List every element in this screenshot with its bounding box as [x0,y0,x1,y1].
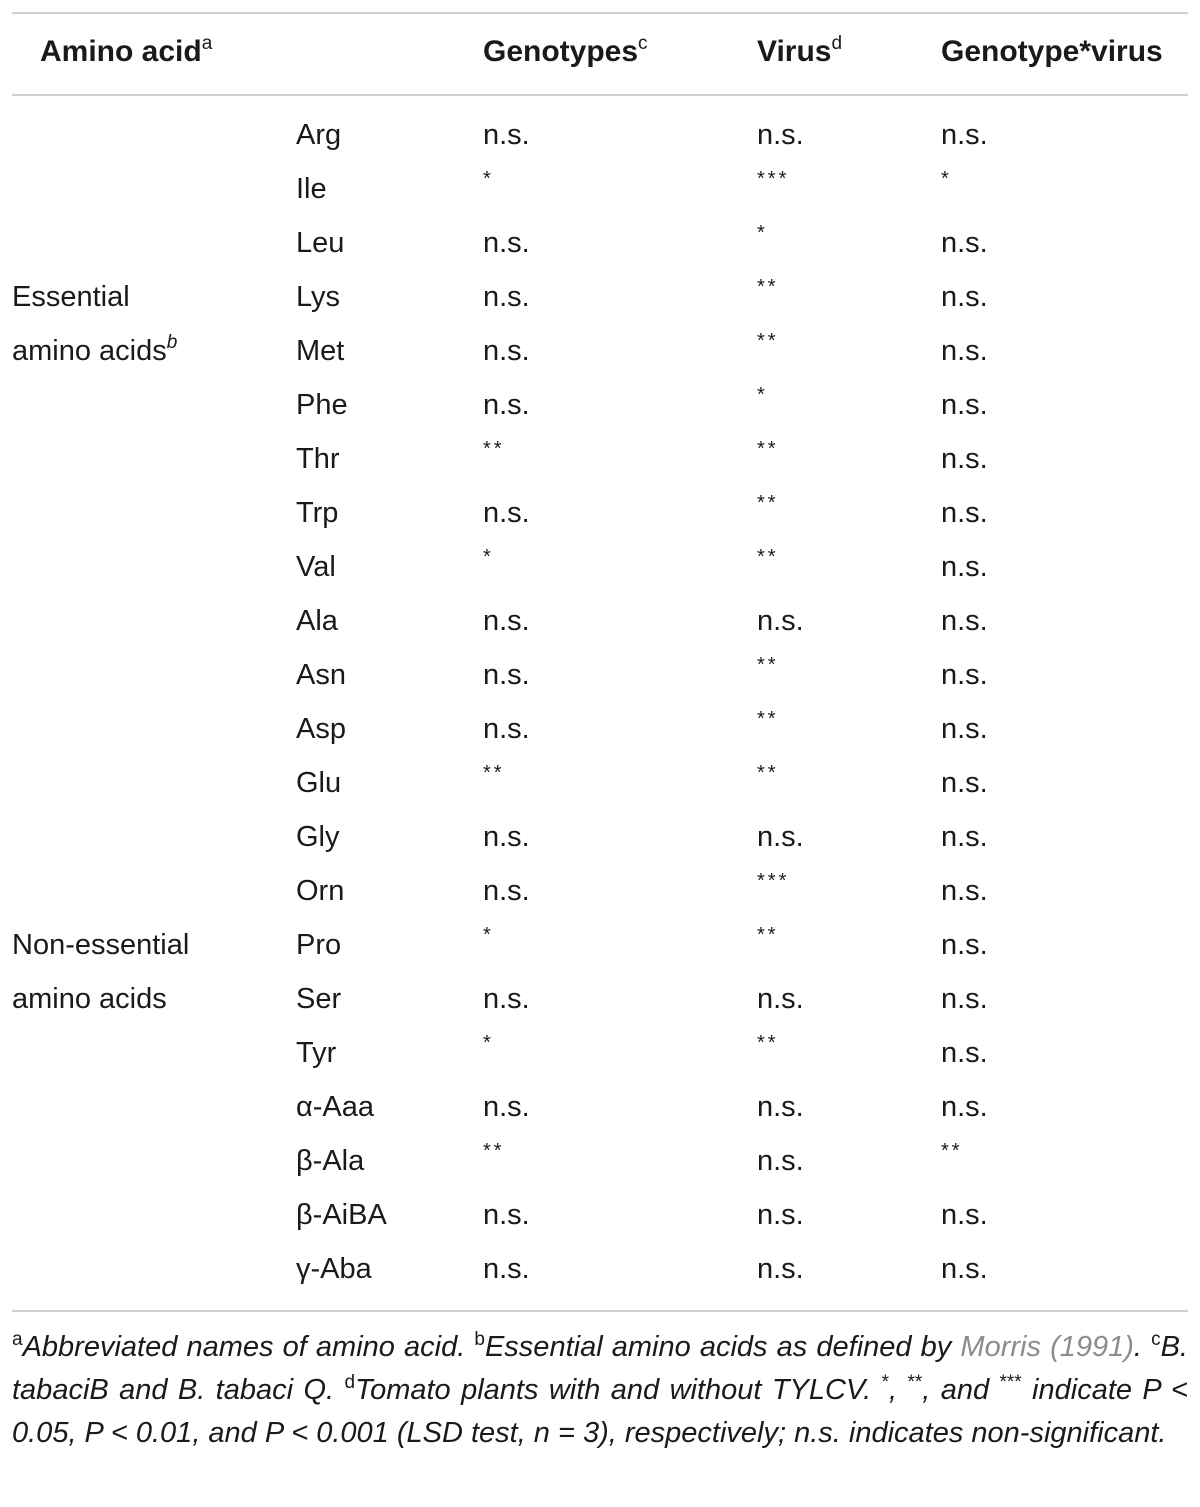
interaction-cell: n.s. [941,389,988,421]
virus-cell: ** [757,924,779,946]
interaction-cell: n.s. [941,497,988,529]
virus-cell: *** [757,168,790,190]
interaction-cell: n.s. [941,281,988,313]
genotypes-cell: n.s. [483,1253,530,1285]
genotypes-cell: * [483,1032,494,1054]
group-essential-line1: Essential [12,281,130,313]
genotypes-cell: n.s. [483,119,530,151]
genotypes-cell: * [483,546,494,568]
table-row [0,1080,1200,1134]
amino-acid-cell: Tyr [296,1037,337,1069]
table-row [0,540,1200,594]
interaction-cell: n.s. [941,713,988,745]
virus-cell: * [757,384,768,406]
amino-acid-cell: Gly [296,821,340,853]
virus-cell: n.s. [757,821,804,853]
genotypes-cell: n.s. [483,497,530,529]
virus-cell: n.s. [757,1199,804,1231]
interaction-cell: n.s. [941,335,988,367]
genotypes-cell: n.s. [483,821,530,853]
bottom-rule [12,1310,1188,1312]
virus-cell: n.s. [757,605,804,637]
table-row [0,162,1200,216]
amino-acid-cell: Glu [296,767,342,799]
header-interaction: Genotype*virus [941,35,1163,68]
table-footnote: $^a$Abbreviated names of amino acid. $^b$Essential amino acids as defined by Morris (1991). $^c$B. tabaciB and B. tabaci Q. $^d$Tomato plants with and without TYLCV. *, **, and *** indicate P < 0.05, P < 0.01, and P < 0.001 (LSD test, n = 3), respectively; n.s. indicates non-significant. [12,1329,1188,1449]
virus-cell: ** [757,438,779,460]
table-row [0,918,1200,972]
interaction-cell: n.s. [941,119,988,151]
table-row [0,1242,1200,1296]
virus-cell: n.s. [757,983,804,1015]
table-row [0,972,1200,1026]
amino-acid-cell: Phe [296,389,348,421]
amino-acid-cell: Trp [296,497,339,529]
interaction-cell: n.s. [941,929,988,961]
interaction-cell: ** [941,1140,963,1162]
genotypes-cell: n.s. [483,983,530,1015]
interaction-cell: * [941,168,952,190]
interaction-cell: n.s. [941,983,988,1015]
virus-cell: n.s. [757,1091,804,1123]
interaction-cell: n.s. [941,1199,988,1231]
amino-acid-cell: Thr [296,443,340,475]
table-row [0,270,1200,324]
top-rule [12,12,1188,14]
table-row [0,864,1200,918]
interaction-cell: n.s. [941,1091,988,1123]
amino-acid-cell: Ser [296,983,342,1015]
virus-cell: n.s. [757,1253,804,1285]
genotypes-cell: ** [483,762,505,784]
genotypes-cell: ** [483,1140,505,1162]
genotypes-cell: n.s. [483,713,530,745]
genotypes-cell: n.s. [483,389,530,421]
amino-acid-cell: Leu [296,227,345,259]
amino-acid-cell: Asn [296,659,346,691]
header-rule [12,94,1188,96]
virus-cell: ** [757,546,779,568]
interaction-cell: n.s. [941,443,988,475]
virus-cell: ** [757,654,779,676]
header-genotypes: Genotypes$^c$ [483,33,648,68]
interaction-cell: n.s. [941,1037,988,1069]
genotypes-cell: * [483,924,494,946]
interaction-cell: n.s. [941,605,988,637]
amino-acid-cell: Ile [296,173,327,205]
amino-acid-cell: Arg [296,119,342,151]
genotypes-cell: n.s. [483,227,530,259]
table-row [0,216,1200,270]
amino-acid-cell: β-AiBA [296,1199,387,1231]
genotypes-cell: n.s. [483,605,530,637]
table-row [0,324,1200,378]
table-row [0,594,1200,648]
virus-cell: ** [757,708,779,730]
interaction-cell: n.s. [941,767,988,799]
virus-cell: n.s. [757,1145,804,1177]
virus-cell: ** [757,762,779,784]
reference-link[interactable]: Morris (1991) [960,1331,1134,1363]
group-nonessential-line1: Non-essential [12,929,190,961]
table-row [0,810,1200,864]
group-essential-line2: amino acids$^b$ [12,332,178,367]
interaction-cell: n.s. [941,821,988,853]
amino-acid-cell: Asp [296,713,346,745]
table-row [0,702,1200,756]
genotypes-cell: n.s. [483,1091,530,1123]
genotypes-cell: ** [483,438,505,460]
amino-acid-cell: Pro [296,929,342,961]
amino-acid-cell: Met [296,335,345,367]
interaction-cell: n.s. [941,551,988,583]
table-row [0,378,1200,432]
virus-cell: ** [757,330,779,352]
amino-acid-cell: α-Aaa [296,1091,375,1123]
amino-acid-cell: β-Ala [296,1145,365,1177]
virus-cell: n.s. [757,119,804,151]
table-row [0,1188,1200,1242]
amino-acid-cell: Orn [296,875,345,907]
header-virus: Virus$^d$ [757,33,843,68]
genotypes-cell: n.s. [483,281,530,313]
genotypes-cell: n.s. [483,1199,530,1231]
table-row [0,756,1200,810]
table-row [0,1026,1200,1080]
interaction-cell: n.s. [941,227,988,259]
amino-acid-cell: Ala [296,605,338,637]
virus-cell: ** [757,276,779,298]
table-row [0,486,1200,540]
table-row [0,108,1200,162]
genotypes-cell: n.s. [483,335,530,367]
group-nonessential-line2: amino acids [12,983,167,1015]
virus-cell: *** [757,870,790,892]
virus-cell: * [757,222,768,244]
virus-cell: ** [757,492,779,514]
interaction-cell: n.s. [941,1253,988,1285]
genotypes-cell: n.s. [483,875,530,907]
table-row [0,1134,1200,1188]
amino-acid-cell: Lys [296,281,341,313]
genotypes-cell: * [483,168,494,190]
genotypes-cell: n.s. [483,659,530,691]
interaction-cell: n.s. [941,659,988,691]
header-amino-acid: Amino acid$^a$ [40,33,213,68]
table-row [0,432,1200,486]
table-row [0,648,1200,702]
amino-acid-cell: Val [296,551,336,583]
virus-cell: ** [757,1032,779,1054]
amino-acid-cell: γ-Aba [296,1253,372,1285]
interaction-cell: n.s. [941,875,988,907]
